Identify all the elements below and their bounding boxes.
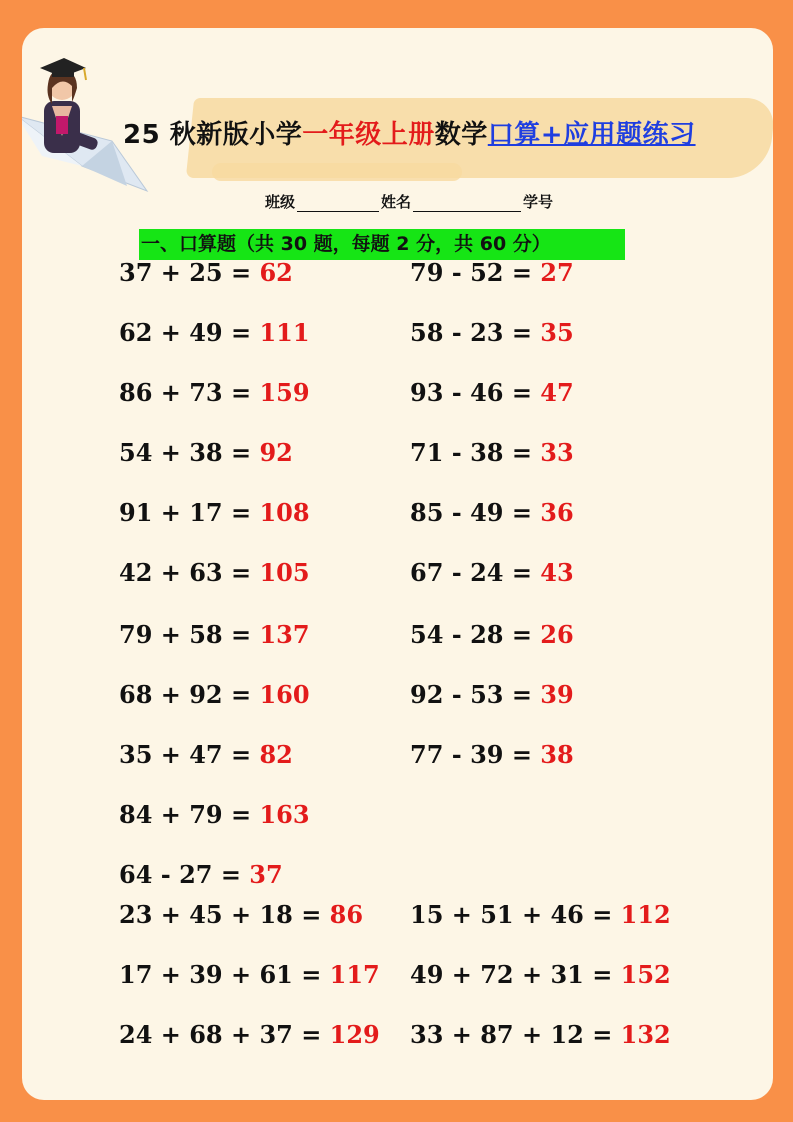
title-part-grade: 一年级上册 — [302, 120, 435, 150]
problem-left-8 — [119, 680, 310, 710]
problem-right-10 — [410, 900, 671, 930]
problem-answer: 112 — [620, 900, 671, 929]
problem-expression: 49 + 72 + 31 = — [410, 960, 621, 989]
problem-left-4 — [119, 438, 293, 468]
problem-answer: 117 — [329, 960, 380, 989]
problem-right-6 — [410, 558, 574, 588]
problem-right-7 — [410, 620, 574, 650]
problem-answer: 37 — [249, 860, 283, 889]
problem-right-2 — [410, 318, 574, 348]
problem-expression: 35 + 47 = — [119, 740, 260, 769]
problem-expression: 58 - 23 = — [410, 318, 541, 347]
problem-left-7 — [119, 620, 310, 650]
problem-expression: 79 + 58 = — [119, 620, 260, 649]
name-blank[interactable] — [413, 195, 521, 212]
problem-left-10 — [119, 800, 310, 830]
name-label: 姓名 — [381, 193, 412, 211]
problem-expression: 33 + 87 + 12 = — [410, 1020, 621, 1049]
problem-expression: 42 + 63 = — [119, 558, 260, 587]
section-heading-mental-math: 一、口算题（共 30 题，每题 2 分，共 60 分） — [139, 229, 625, 260]
problem-right-12 — [410, 1020, 671, 1050]
problem-left-11 — [119, 860, 283, 890]
problem-left-14 — [119, 1020, 380, 1050]
problem-expression: 79 - 52 = — [410, 258, 541, 287]
problem-left-9 — [119, 740, 293, 770]
problem-expression: 92 - 53 = — [410, 680, 541, 709]
problem-expression: 77 - 39 = — [410, 740, 541, 769]
problem-right-1 — [410, 258, 574, 288]
worksheet-title — [123, 114, 696, 154]
problem-answer: 35 — [540, 318, 574, 347]
title-highlight-tail — [212, 163, 462, 181]
problem-expression: 64 - 27 = — [119, 860, 250, 889]
problem-expression: 84 + 79 = — [119, 800, 260, 829]
problem-left-6 — [119, 558, 310, 588]
problem-left-13 — [119, 960, 380, 990]
problem-right-8 — [410, 680, 574, 710]
problem-answer: 43 — [540, 558, 574, 587]
problem-answer: 33 — [540, 438, 574, 467]
problem-right-3 — [410, 378, 574, 408]
problem-expression: 71 - 38 = — [410, 438, 541, 467]
problem-expression: 23 + 45 + 18 = — [119, 900, 330, 929]
problem-expression: 67 - 24 = — [410, 558, 541, 587]
problem-answer: 137 — [259, 620, 310, 649]
title-part-grade-term: 25 秋新版小学 — [123, 120, 303, 150]
problem-expression: 86 + 73 = — [119, 378, 260, 407]
problem-left-12 — [119, 900, 363, 930]
problem-expression: 15 + 51 + 46 = — [410, 900, 621, 929]
problem-right-4 — [410, 438, 574, 468]
class-label: 班级 — [265, 193, 296, 211]
problem-expression: 62 + 49 = — [119, 318, 260, 347]
problem-expression: 24 + 68 + 37 = — [119, 1020, 330, 1049]
problem-expression: 93 - 46 = — [410, 378, 541, 407]
problem-answer: 26 — [540, 620, 574, 649]
problem-answer: 152 — [620, 960, 671, 989]
problem-answer: 86 — [329, 900, 364, 929]
problem-answer: 39 — [540, 680, 574, 709]
problem-answer: 132 — [620, 1020, 671, 1049]
problem-expression: 54 + 38 = — [119, 438, 260, 467]
student-info-line — [265, 191, 553, 212]
problem-expression: 17 + 39 + 61 = — [119, 960, 330, 989]
problem-right-9 — [410, 740, 574, 770]
problem-expression: 68 + 92 = — [119, 680, 260, 709]
problem-right-11 — [410, 960, 671, 990]
problem-answer: 111 — [259, 318, 310, 347]
problem-answer: 105 — [259, 558, 310, 587]
problem-answer: 159 — [259, 378, 310, 407]
problem-answer: 47 — [540, 378, 574, 407]
problem-left-3 — [119, 378, 310, 408]
problem-answer: 108 — [259, 498, 310, 527]
id-label: 学号 — [523, 193, 554, 211]
problem-answer: 163 — [259, 800, 310, 829]
problem-left-5 — [119, 498, 310, 528]
problem-expression: 91 + 17 = — [119, 498, 260, 527]
problem-right-5 — [410, 498, 574, 528]
problem-answer: 82 — [259, 740, 293, 769]
problem-expression: 37 + 25 = — [119, 258, 260, 287]
problem-answer: 129 — [329, 1020, 380, 1049]
problem-answer: 36 — [540, 498, 574, 527]
title-part-topic: 口算+应用题练习 — [487, 120, 696, 150]
problem-expression: 54 - 28 = — [410, 620, 541, 649]
problem-answer: 38 — [540, 740, 574, 769]
problem-answer: 27 — [540, 258, 574, 287]
problem-answer: 160 — [259, 680, 310, 709]
problem-expression: 85 - 49 = — [410, 498, 541, 527]
class-blank[interactable] — [297, 195, 379, 212]
worksheet-page — [22, 28, 773, 1100]
problem-left-1 — [119, 258, 293, 288]
problem-left-2 — [119, 318, 310, 348]
title-part-subject: 数学 — [434, 120, 488, 150]
problem-answer: 92 — [259, 438, 293, 467]
problem-answer: 62 — [259, 258, 293, 287]
